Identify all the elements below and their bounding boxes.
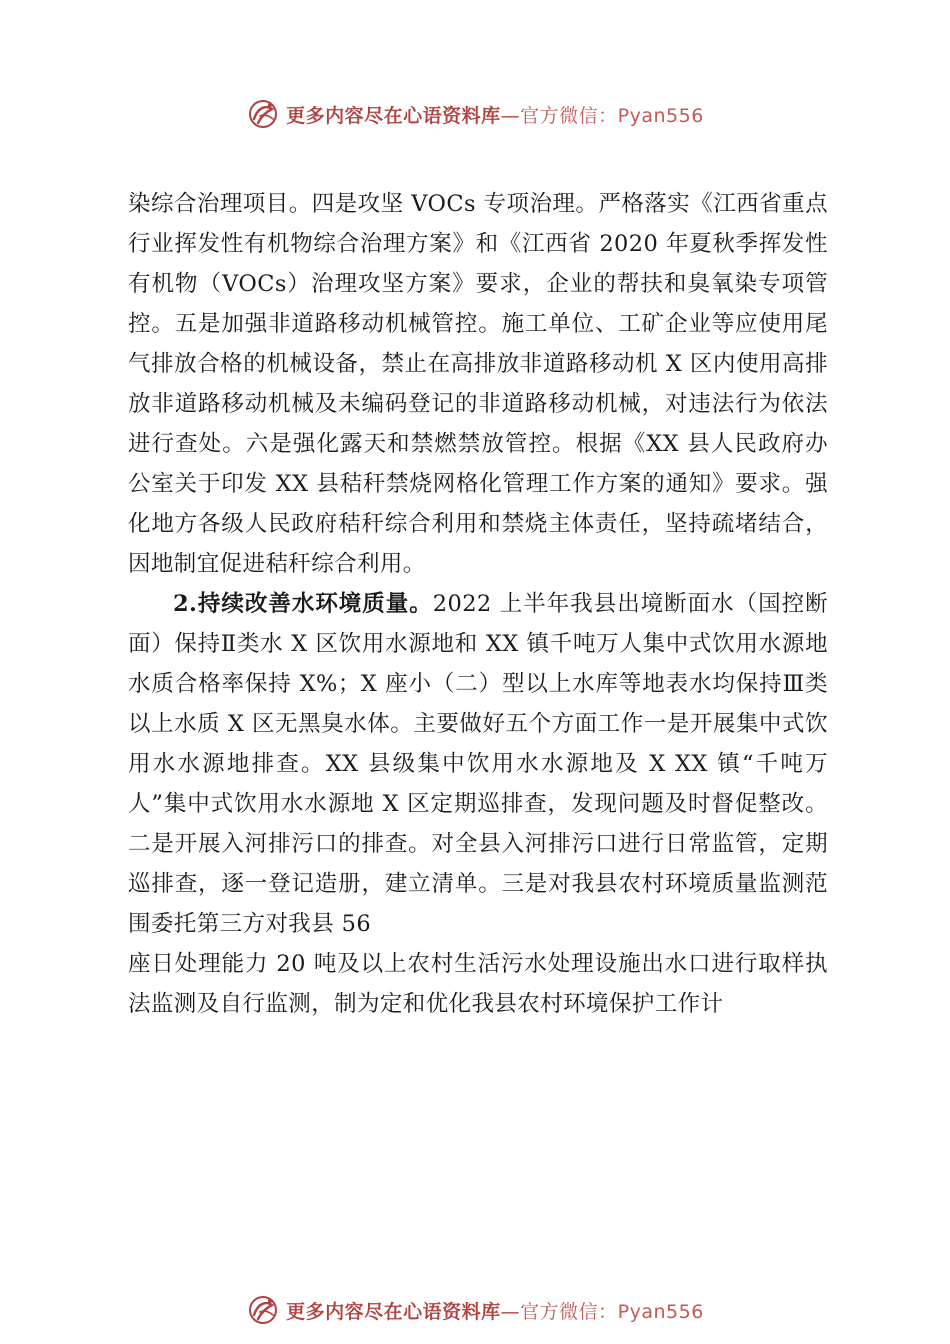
paragraph-3: 座日处理能力 20 吨及以上农村生活污水处理设施出水口进行取样执法监测及自行监测，制为定和优化我县农村环境保护工作计 xyxy=(128,951,828,1017)
signature-logo-icon xyxy=(246,1293,280,1327)
header-banner xyxy=(0,94,950,134)
paragraph-1: 染综合治理项目。四是攻坚 VOCs 专项治理。严格落实《江西省重点行业挥发性有机物综合治理方案》和《江西省 2020 年夏秋季挥发性有机物（VOCs）治理攻坚方案》要求，企业的帮扶和臭氧染专项管控。五是加强非道路移动机械管控。施工单位、工矿企业等应使用尾气排放合格的机械设备，禁止在高排放非道路移动机 X 区内使用高排放非道路移动机械及未编码登记的非道路移动机械，对违法行为依法进行查处。六是强化露天和禁燃禁放管控。根据《XX 县人民政府办公室关于印发 XX 县秸秆禁烧网格化管理工作方案的通知》要求。强化地方各级人民政府秸秆综合利用和禁烧主体责任，坚持疏堵结合，因地制宜促进秸秆综合利用。 xyxy=(128,191,828,577)
paragraph-2-text: 2022 上半年我县出境断面水（国控断面）保持Ⅱ类水 X 区饮用水源地和 XX 镇千吨万人集中式饮用水源地水质合格率保持 X%；X 座小（二）型以上水库等地表水均保持Ⅲ类以上水质 X 区无黑臭水体。主要做好五个方面工作一是开展集中式饮用水水源地排查。XX 县级集中饮用水水源地及 X XX 镇“千吨万人”集中式饮用水水源地 X 区定期巡排查，发现问题及时督促整改。二是开展入河排污口的排查。对全县入河排污口进行日常监管，定期巡排查，逐一登记造册，建立清单。三是对我县农村环境质量监测范围委托第三方对我县 56 xyxy=(128,591,829,937)
header-banner-text: 更多内容尽在心语资料库—官方微信：Pyan556 xyxy=(286,104,704,127)
section-heading: 2.持续改善水环境质量。 xyxy=(173,591,433,617)
footer-banner xyxy=(0,1290,950,1330)
signature-logo-icon xyxy=(246,97,280,131)
paragraph-2 xyxy=(128,584,828,944)
footer-banner-text: 更多内容尽在心语资料库—官方微信：Pyan556 xyxy=(286,1300,704,1323)
document-body xyxy=(128,184,828,1024)
